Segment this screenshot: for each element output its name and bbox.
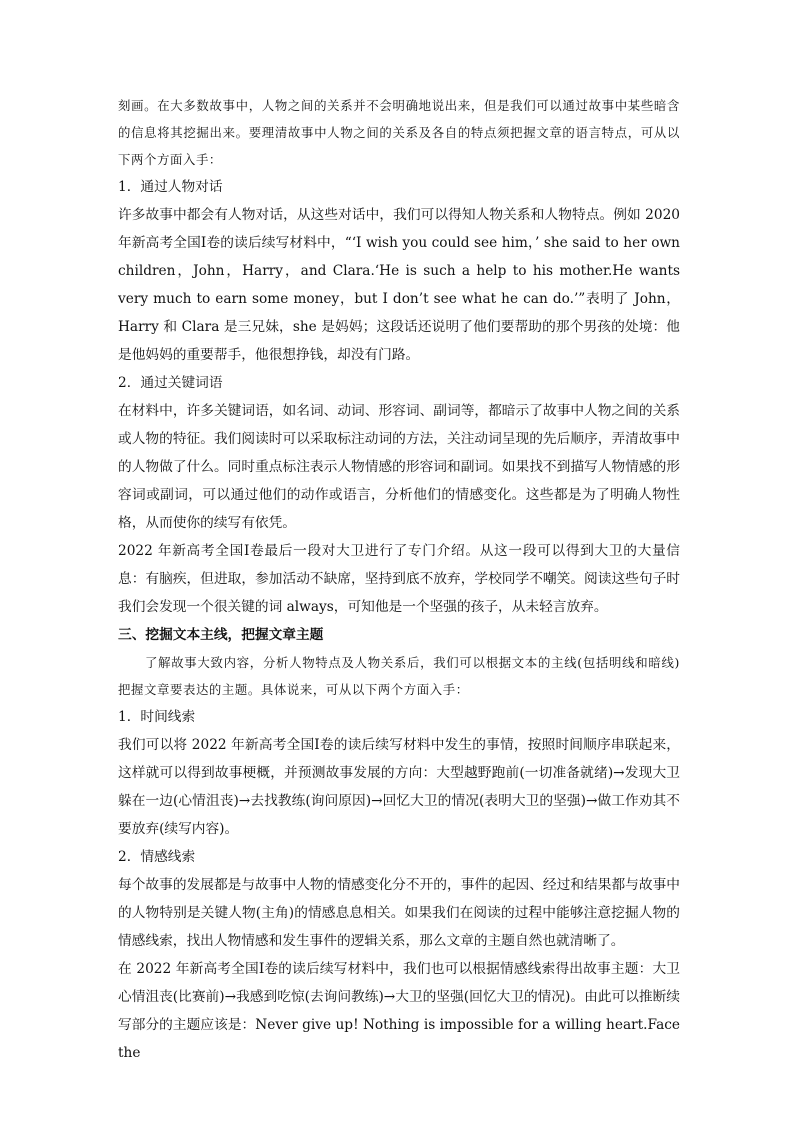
emotion-example-paragraph: 在 2022 年新高考全国Ⅰ卷的读后续写材料中，我们也可以根据情感线索得出故事主题：大卫心情沮丧(比赛前)→我感到吃惊(去询问教练)→大卫的坚强(回忆大卫的情况)。由此可以推断续写部分的主题应该是：Never give up! Nothing is impossible for a willing heart.Face the xyxy=(118,961,680,1061)
keywords-paragraph: 在材料中，许多关键词语，如名词、动词、形容词、副词等，都暗示了故事中人物之间的关系或人物的特征。我们阅读时可以采取标注动词的方法，关注动词呈现的先后顺序，弄清故事中的人物做了什么。同时重点标注表示人物情感的形容词和副词。如果找不到描写人物情感的形容词或副词，可以通过他们的动作或语言，分析他们的情感变化。这些都是为了明确人物性格，从而使你的续写有依凭。 xyxy=(118,403,680,531)
timeline-paragraph: 我们可以将 2022 年新高考全国Ⅰ卷的读后续写材料中发生的事情，按照时间顺序串联起来，这样就可以得到故事梗概，并预测故事发展的方向：大型越野跑前(一切准备就绪)→发现大卫躲在一边(心情沮丧)→去找教练(询问原因)→回忆大卫的情况(表明大卫的坚强)→做工作劝其不要放弃(续写内容)。 xyxy=(118,737,680,837)
document-page xyxy=(118,92,680,1067)
section-heading-dialogue: 1．通过人物对话 xyxy=(118,179,223,195)
intro-paragraph: 刻画。在大多数故事中，人物之间的关系并不会明确地说出来，但是我们可以通过故事中某些暗含的信息将其挖掘出来。要理清故事中人物之间的关系及各自的特点须把握文章的语言特点，可从以下两个方面入手： xyxy=(118,98,680,167)
david-paragraph: 2022 年新高考全国Ⅰ卷最后一段对大卫进行了专门介绍。从这一段可以得到大卫的大量信息：有脑疾，但进取，参加活动不缺席，坚持到底不放弃，学校同学不嘲笑。阅读这些句子时我们会发现一个很关键的词 always，可知他是一个坚强的孩子，从未轻言放弃。 xyxy=(118,543,680,615)
part-heading-theme: 三、挖掘文本主线，把握文章主题 xyxy=(118,627,324,643)
emotion-paragraph: 每个故事的发展都是与故事中人物的情感变化分不开的，事件的起因、经过和结果都与故事中的人物特别是关键人物(主角)的情感息息相关。如果我们在阅读的过程中能够注意挖掘人物的情感线索，找出人物情感和发生事件的逻辑关系，那么文章的主题自然也就清晰了。 xyxy=(118,877,680,949)
section-heading-keywords: 2．通过关键词语 xyxy=(118,375,223,391)
section-heading-timeline: 1．时间线索 xyxy=(118,709,196,725)
section-heading-emotion: 2．情感线索 xyxy=(118,849,196,865)
dialogue-paragraph: 许多故事中都会有人物对话，从这些对话中，我们可以得知人物关系和人物特点。例如 2020 年新高考全国Ⅰ卷的读后续写材料中，“‘I wish you could see him，’ she said to her own children，John，Harry，and Clara.‘He is such a help to his mother.He wants very much to earn some money，but I don’t see what he can do.’”表明了 John，Harry 和 Clara 是三兄妹，she 是妈妈；这段话还说明了他们要帮助的那个男孩的处境：他是他妈妈的重要帮手，他很想挣钱，却没有门路。 xyxy=(118,207,680,363)
theme-intro-paragraph: 了解故事大致内容，分析人物特点及人物关系后，我们可以根据文本的主线(包括明线和暗线)把握文章要表达的主题。具体说来，可从以下两个方面入手： xyxy=(118,655,680,697)
